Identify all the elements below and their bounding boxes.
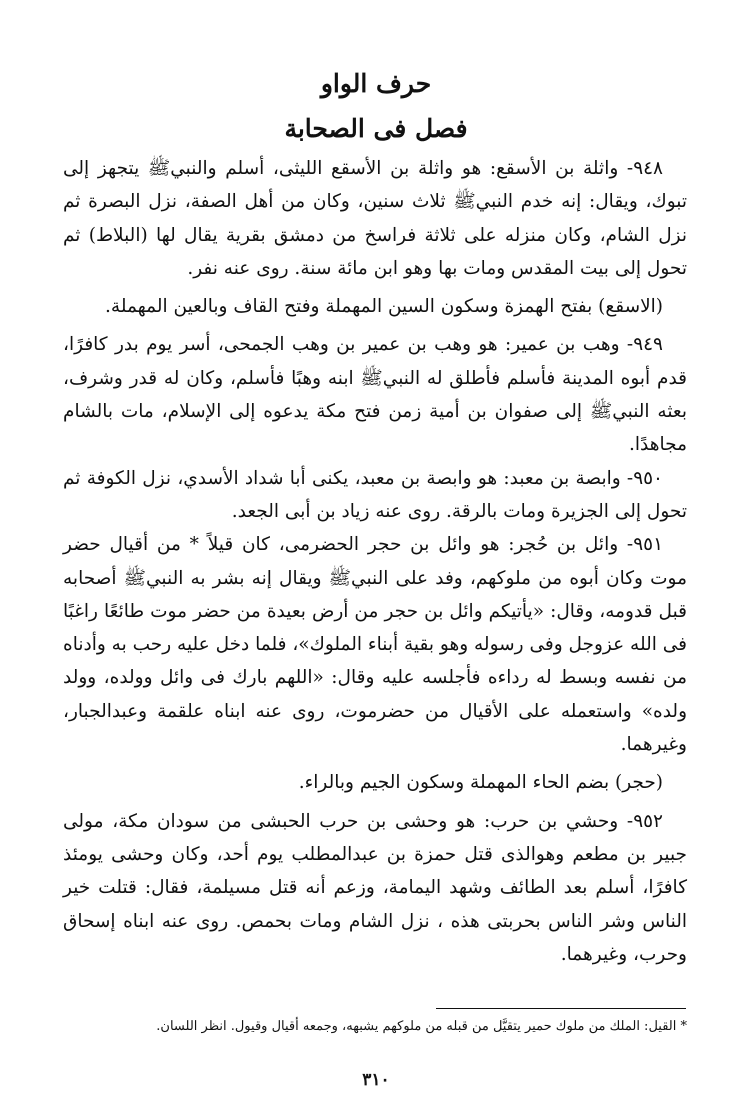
entry-952: ٩٥٢- وحشي بن حرب: هو وحشى بن حرب الحبشى من سودان مكة، مولى جبير بن مطعم وهوالذى قتل حمزة بن عبدالمطلب يوم أحد، وكان وحشى يومئذ كافرًا، أسلم بعد الطائف وشهد اليمامة، وزعم أنه قتل مسيلمة، فقال: قتلت خير الناس وشر الناس بحربتى هذه ، نزل الشام ومات بحمص. روى عنه ابناه إسحاق وحرب، وغيرهما. xyxy=(63,810,687,965)
chapter-heading: حرف الواو xyxy=(320,69,432,98)
main-text xyxy=(63,152,687,971)
entry-948-note: (الاسقع) بفتح الهمزة وسكون السين المهملة وفتح القاف وبالعين المهملة. xyxy=(105,296,663,318)
footnote-divider xyxy=(436,1008,686,1009)
entry-949: ٩٤٩- وهب بن عمير: هو وهب بن عمير بن وهب الجمحى، أسر يوم بدر كافرًا، قدم أبوه المدينة فأسلم فأطلق له النبيﷺ ابنه وهبًا فأسلم، وكان له قدر وشرف، بعثه النبيﷺ إلى صفوان بن أمية زمن فتح مكة يدعوه إلى الإسلام، مات بالشام مجاهدًا. xyxy=(63,334,687,456)
entry-951: ٩٥١- وائل بن حُجر: هو وائل بن حجر الحضرمى، كان قيلاً * من أقيال حضر موت وكان أبوه من ملوكهم، وفد على النبيﷺ ويقال إنه بشر به النبيﷺ أصحابه قبل قدومه، وقال: «يأتيكم وائل بن حجر من أرض بعيدة من حضر موت طائعًا راغبًا فى الله عزوجل وفى رسوله وهو بقية أبناء الملوك»، فلما دخل عليه رحب به وأدناه من نفسه وبسط له رداءه فأجلسه عليه وقال: «اللهم بارك فى وائل وولده، وولد ولده» واستعمله على الأقيال من حضرموت، روى عنه ابناه علقمة وعبدالجبار، وغيرهما. xyxy=(63,534,687,756)
footnote: * القيل: الملك من ملوك حمير يتقيَّل من قبله من ملوكهم يشبهه، وجمعه أقيال وقيول. انظر اللسان. xyxy=(156,1019,687,1034)
entry-950: ٩٥٠- وابصة بن معبد: هو وابصة بن معبد، يكنى أبا شداد الأسدي، نزل الكوفة ثم تحول إلى الجزيرة ومات بالرقة. روى عنه زياد بن أبى الجعد. xyxy=(63,467,687,522)
entry-948: ٩٤٨- واثلة بن الأسقع: هو واثلة بن الأسقع الليثى، أسلم والنبيﷺ يتجهز إلى تبوك، ويقال: إنه خدم النبيﷺ ثلاث سنين، وكان من أهل الصفة، نزل البصرة ثم نزل الشام، وكان منزله على ثلاثة فراسخ من دمشق بقرية يقال لها (البلاط) ثم تحول إلى بيت المقدس ومات بها وهو ابن مائة سنة. روى عنه نفر. xyxy=(63,158,687,279)
page-number: ٣١٠ xyxy=(362,1070,390,1090)
entry-951-note: (حجر) بضم الحاء المهملة وسكون الجيم وبالراء. xyxy=(298,772,663,794)
section-heading: فصل فى الصحابة xyxy=(284,114,468,143)
